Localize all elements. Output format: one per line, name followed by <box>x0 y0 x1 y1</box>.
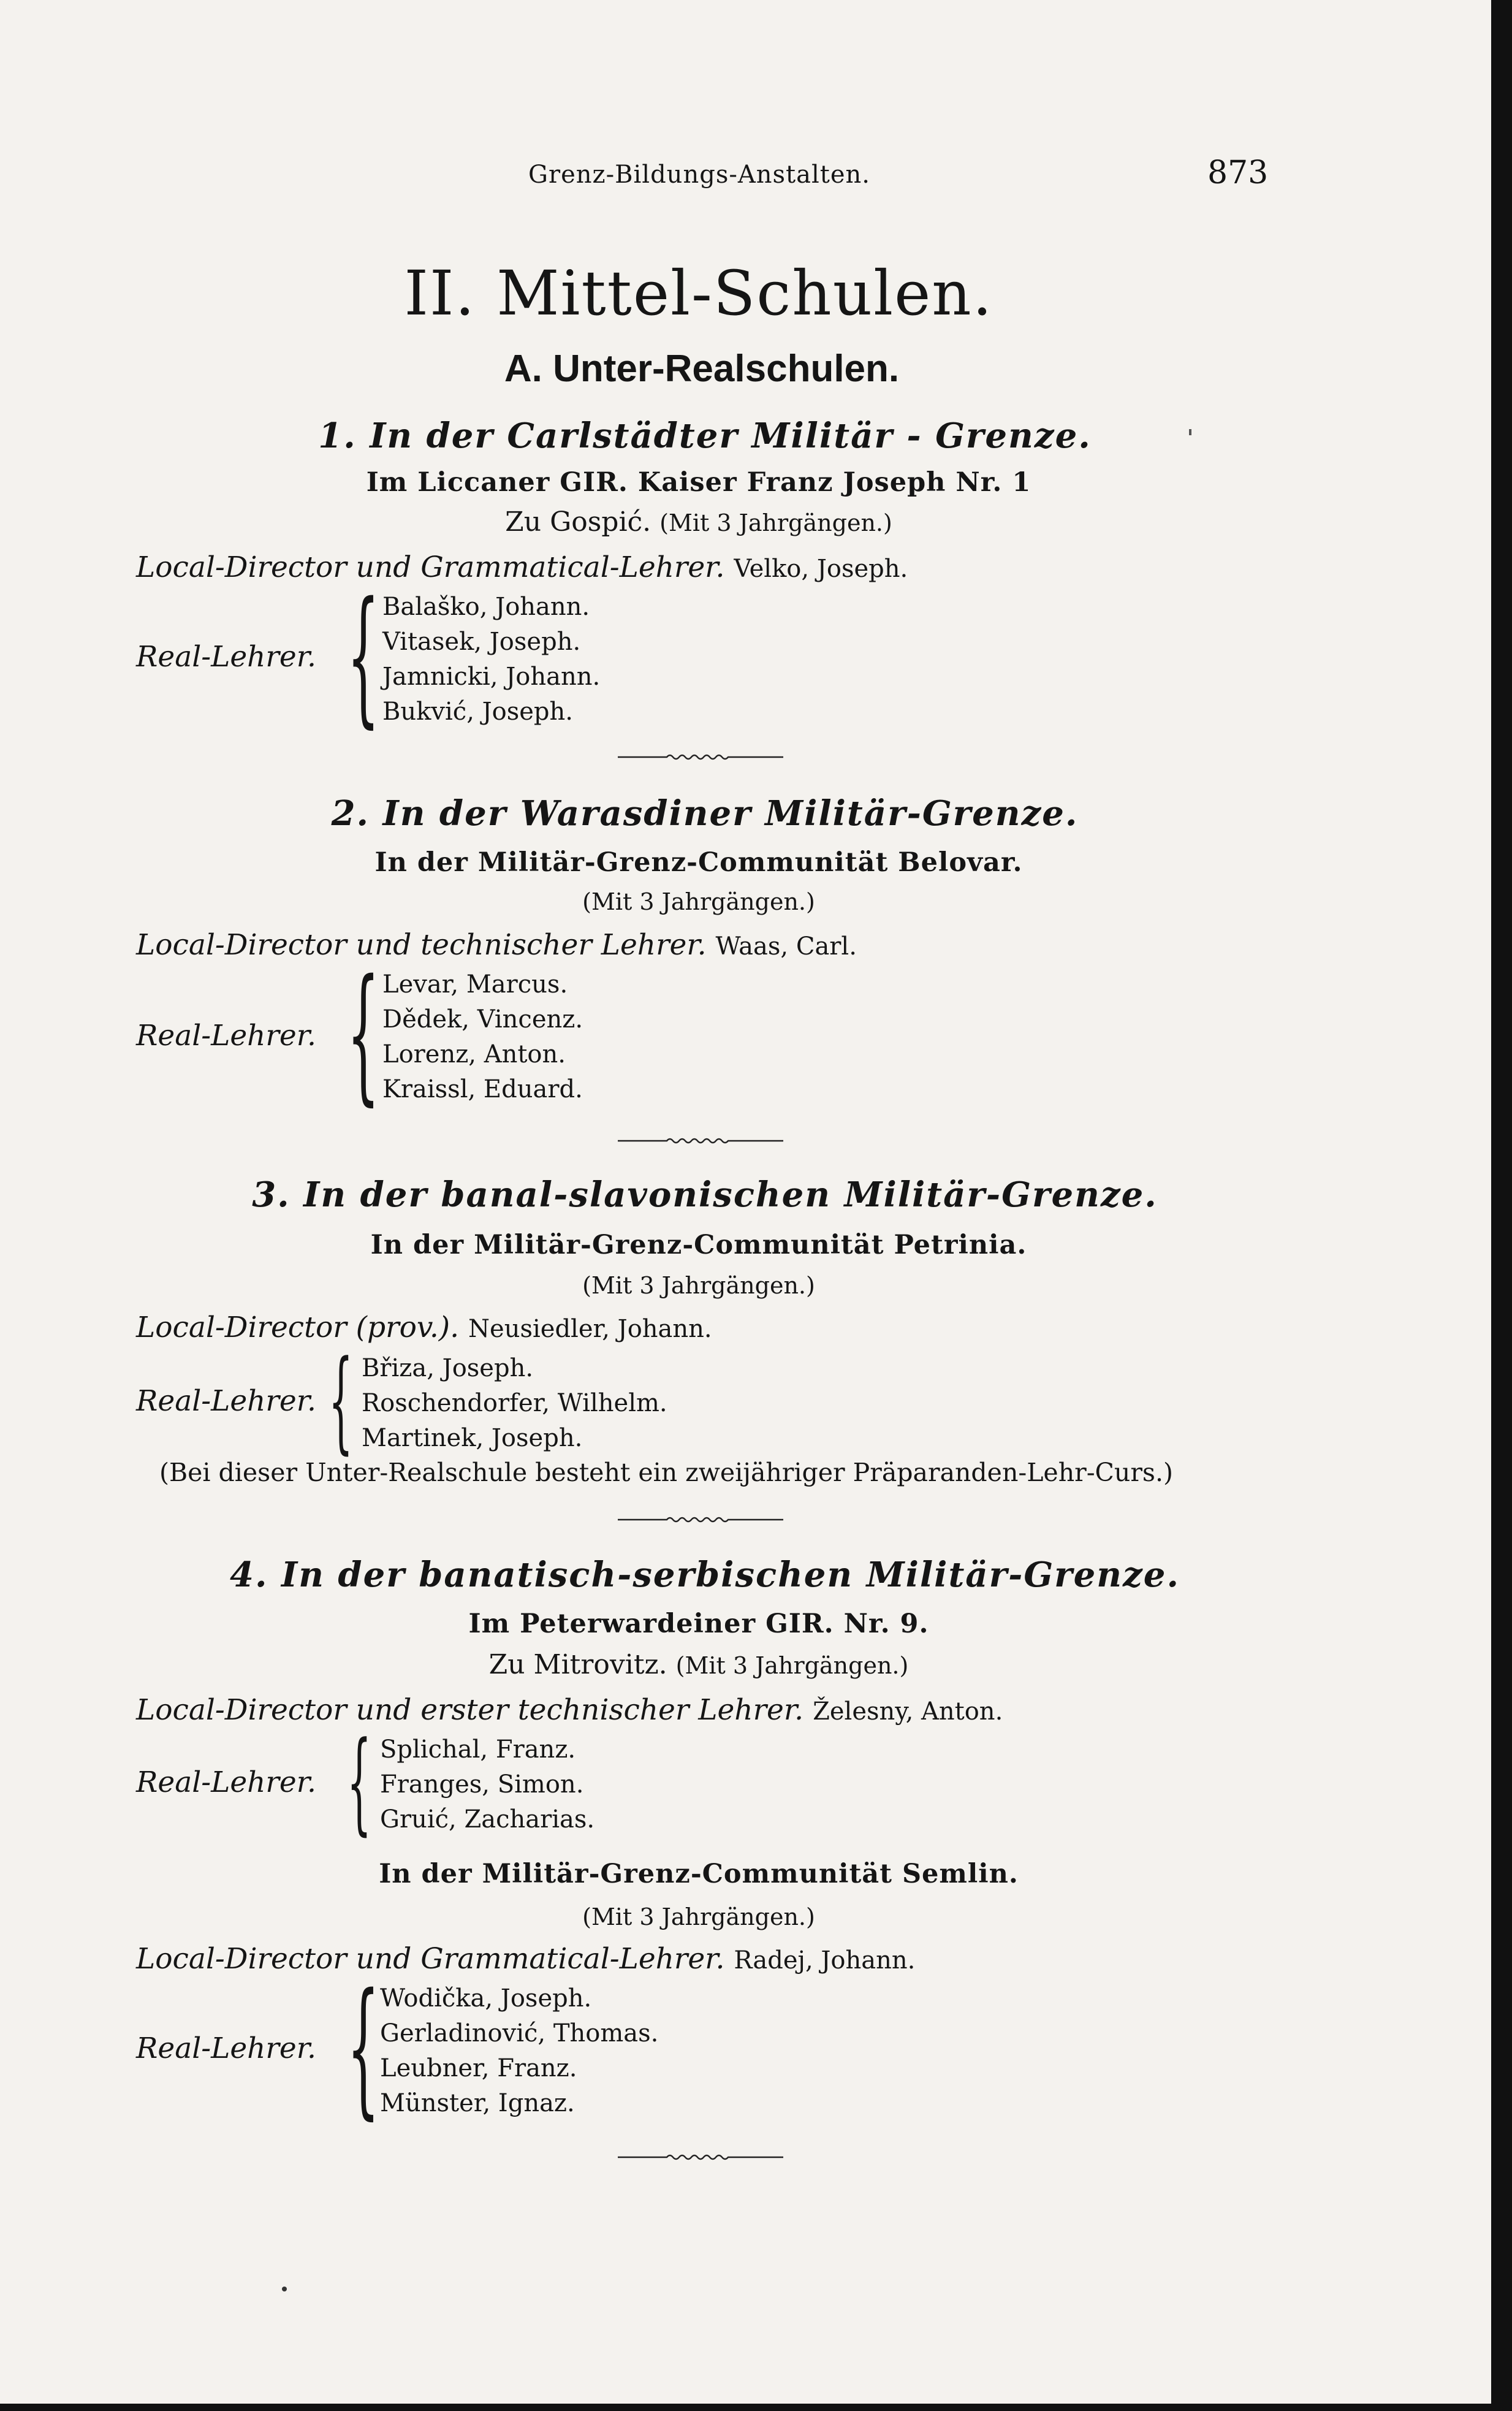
section-3-director-name: Neusiedler, Johann. <box>468 1315 712 1343</box>
teacher-name: Jamnicki, Johann. <box>382 663 601 691</box>
teacher-name: Roschendorfer, Wilhelm. <box>362 1389 667 1417</box>
section-4-director-role: Local-Director und erster technischer Lehrer. <box>136 1693 804 1727</box>
section-4-director-name: Želesny, Anton. <box>813 1697 1003 1726</box>
teacher-name: Kraissl, Eduard. <box>382 1075 583 1103</box>
section-5-years: (Mit 3 Jahrgängen.) <box>582 1903 815 1930</box>
section-2-director <box>136 928 857 962</box>
teacher-name: Leubner, Franz. <box>380 2054 577 2082</box>
section-3-director-role: Local-Director (prov.). <box>136 1311 460 1344</box>
section-1-director <box>136 550 908 584</box>
scan-border-right <box>1491 0 1512 2411</box>
section-4-heading: 4. In der banatisch-serbischen Militär-Grenze. <box>230 1555 1180 1595</box>
section-2-real-label: Real-Lehrer. <box>136 1019 316 1053</box>
section-divider <box>618 2152 783 2160</box>
section-divider <box>618 752 783 760</box>
section-1-teachers <box>382 590 600 729</box>
section-1-unit: Im Liccaner GIR. Kaiser Franz Joseph Nr. 1 <box>366 467 1031 498</box>
section-divider <box>618 1135 783 1144</box>
teacher-name: Levar, Marcus. <box>382 970 568 999</box>
teacher-name: Bukvić, Joseph. <box>382 698 574 726</box>
section-1-real-label: Real-Lehrer. <box>136 640 316 674</box>
section-4-brace: { <box>347 1718 372 1846</box>
section-5-director <box>136 1942 915 1976</box>
running-head: Grenz-Bildungs-Anstalten. <box>528 161 870 189</box>
section-1-director-name: Velko, Joseph. <box>734 555 908 583</box>
teacher-name: Münster, Ignaz. <box>380 2089 575 2117</box>
part-title: II. Mittel-Schulen. <box>404 257 993 329</box>
section-5-director-role: Local-Director und Grammatical-Lehrer. <box>136 1942 725 1976</box>
section-2-director-name: Waas, Carl. <box>715 932 857 961</box>
section-4-years: (Mit 3 Jahrgängen.) <box>675 1652 909 1679</box>
section-4-place: Zu Mitrovitz. <box>488 1649 667 1680</box>
section-1-place-line <box>0 506 1397 538</box>
teacher-name: Wodička, Joseph. <box>380 1984 592 2013</box>
section-2-years-line <box>0 885 1397 916</box>
section-2-unit: In der Militär-Grenz-Communität Belovar. <box>374 847 1023 878</box>
section-1-director-role: Local-Director und Grammatical-Lehrer. <box>136 550 725 584</box>
teacher-name: Balaško, Johann. <box>382 593 590 621</box>
section-4-teachers <box>380 1732 595 1837</box>
section-3-heading: 3. In der banal-slavonischen Militär-Grenze. <box>252 1175 1158 1215</box>
section-1-brace: { <box>347 570 380 742</box>
section-2-director-role: Local-Director und technischer Lehrer. <box>136 928 707 962</box>
section-3-director <box>136 1311 712 1344</box>
section-4-director <box>136 1693 1003 1727</box>
section-2-heading: 2. In der Warasdiner Militär-Grenze. <box>331 793 1079 834</box>
section-5-years-line <box>0 1900 1397 1932</box>
section-5-teachers <box>380 1981 658 2121</box>
scan-speck <box>282 2287 287 2291</box>
section-3-years-line <box>0 1269 1397 1300</box>
section-3-teachers <box>362 1351 667 1456</box>
section-4-unit: Im Peterwardeiner GIR. Nr. 9. <box>468 1609 929 1639</box>
section-1-years: (Mit 3 Jahrgängen.) <box>659 509 892 536</box>
section-5-director-name: Radej, Johann. <box>734 1946 916 1975</box>
section-4-place-line <box>0 1649 1397 1680</box>
section-2-years: (Mit 3 Jahrgängen.) <box>582 888 815 915</box>
section-3-unit: In der Militär-Grenz-Communität Petrinia. <box>370 1230 1027 1260</box>
section-5-real-label: Real-Lehrer. <box>136 2032 316 2065</box>
section-2-teachers <box>382 967 583 1107</box>
teacher-name: Dědek, Vincenz. <box>382 1005 583 1034</box>
section-1-heading: 1. In der Carlstädter Militär - Grenze. <box>318 416 1092 456</box>
teacher-name: Martinek, Joseph. <box>362 1424 583 1452</box>
section-5-unit: In der Militär-Grenz-Communität Semlin. <box>379 1859 1019 1889</box>
section-5-brace: { <box>347 1962 380 2133</box>
scan-border-bottom <box>0 2404 1512 2411</box>
teacher-name: Gerladinović, Thomas. <box>380 2019 659 2047</box>
section-1-place: Zu Gospić. <box>505 506 652 538</box>
scan-speck <box>1189 429 1191 435</box>
section-3-brace: { <box>329 1337 354 1465</box>
section-title: A. Unter-Realschulen. <box>504 348 900 390</box>
section-3-real-label: Real-Lehrer. <box>136 1384 316 1418</box>
page-number: 873 <box>1207 154 1269 191</box>
teacher-name: Franges, Simon. <box>380 1770 584 1799</box>
section-3-years: (Mit 3 Jahrgängen.) <box>582 1272 815 1299</box>
teacher-name: Břiza, Joseph. <box>362 1354 534 1382</box>
teacher-name: Splichal, Franz. <box>380 1735 576 1764</box>
teacher-name: Lorenz, Anton. <box>382 1040 566 1068</box>
teacher-name: Gruić, Zacharias. <box>380 1805 595 1834</box>
section-2-brace: { <box>347 948 380 1119</box>
section-divider <box>618 1514 783 1523</box>
teacher-name: Vitasek, Joseph. <box>382 628 581 656</box>
section-3-note: (Bei dieser Unter-Realschule besteht ein zweijähriger Präparanden-Lehr-Curs.) <box>159 1458 1173 1487</box>
section-4-real-label: Real-Lehrer. <box>136 1765 316 1799</box>
